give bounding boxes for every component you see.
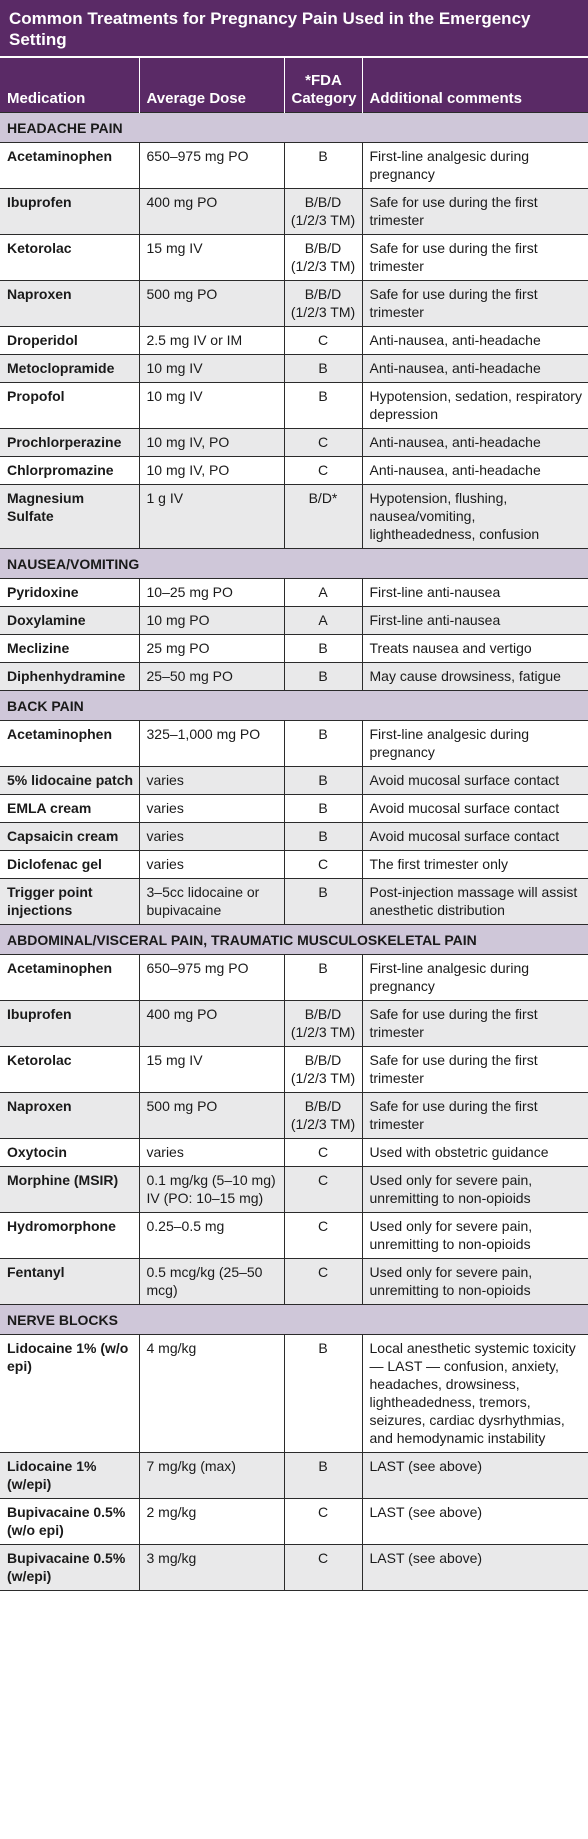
cell-comments: Used only for severe pain, unremitting to non-opioids — [362, 1166, 588, 1212]
cell-medication: Droperidol — [0, 326, 139, 354]
table-row — [0, 1544, 588, 1590]
cell-medication: Capsaicin cream — [0, 822, 139, 850]
cell-comments: First-line analgesic during pregnancy — [362, 142, 588, 188]
cell-medication: Pyridoxine — [0, 578, 139, 606]
cell-medication: EMLA cream — [0, 794, 139, 822]
cell-medication: Prochlorperazine — [0, 428, 139, 456]
table-row — [0, 326, 588, 354]
table-row — [0, 578, 588, 606]
cell-medication: 5% lidocaine patch — [0, 766, 139, 794]
cell-fda-category: C — [284, 456, 362, 484]
cell-average-dose: 25–50 mg PO — [139, 662, 284, 690]
cell-average-dose: 10 mg IV — [139, 354, 284, 382]
cell-fda-category: B — [284, 1334, 362, 1452]
cell-average-dose: 7 mg/kg (max) — [139, 1452, 284, 1498]
cell-medication: Ibuprofen — [0, 1000, 139, 1046]
cell-comments: LAST (see above) — [362, 1498, 588, 1544]
cell-comments: Hypotension, sedation, respiratory depression — [362, 382, 588, 428]
cell-fda-category: B — [284, 766, 362, 794]
cell-medication: Bupivacaine 0.5% (w/epi) — [0, 1544, 139, 1590]
cell-average-dose: 15 mg IV — [139, 234, 284, 280]
cell-average-dose: 500 mg PO — [139, 1092, 284, 1138]
cell-fda-category: B — [284, 634, 362, 662]
cell-average-dose: 2.5 mg IV or IM — [139, 326, 284, 354]
cell-average-dose: varies — [139, 850, 284, 878]
cell-medication: Fentanyl — [0, 1258, 139, 1304]
table-row — [0, 634, 588, 662]
cell-fda-category: C — [284, 1498, 362, 1544]
cell-average-dose: 500 mg PO — [139, 280, 284, 326]
header-fda-category: *FDA Category — [284, 58, 362, 112]
section-header-row — [0, 690, 588, 720]
cell-fda-category: C — [284, 1258, 362, 1304]
cell-fda-category: B/B/D (1/2/3 TM) — [284, 280, 362, 326]
table-row — [0, 1452, 588, 1498]
table-row — [0, 382, 588, 428]
cell-average-dose: 3 mg/kg — [139, 1544, 284, 1590]
table-row — [0, 1138, 588, 1166]
cell-medication: Ketorolac — [0, 1046, 139, 1092]
cell-fda-category: B/D* — [284, 484, 362, 548]
section-header-row — [0, 112, 588, 142]
cell-medication: Diphenhydramine — [0, 662, 139, 690]
table-header — [0, 58, 588, 112]
cell-comments: May cause drowsiness, fatigue — [362, 662, 588, 690]
cell-comments: First-line anti-nausea — [362, 578, 588, 606]
section-title: HEADACHE PAIN — [0, 112, 588, 142]
cell-medication: Trigger point injections — [0, 878, 139, 924]
cell-medication: Propofol — [0, 382, 139, 428]
table-row — [0, 1498, 588, 1544]
section-title: BACK PAIN — [0, 690, 588, 720]
treatments-table — [0, 58, 588, 1591]
table-row — [0, 188, 588, 234]
cell-comments: Anti-nausea, anti-headache — [362, 456, 588, 484]
cell-medication: Acetaminophen — [0, 142, 139, 188]
cell-fda-category: C — [284, 1166, 362, 1212]
cell-comments: First-line analgesic during pregnancy — [362, 954, 588, 1000]
cell-medication: Morphine (MSIR) — [0, 1166, 139, 1212]
cell-fda-category: B — [284, 662, 362, 690]
table-row — [0, 766, 588, 794]
cell-medication: Metoclopramide — [0, 354, 139, 382]
cell-medication: Meclizine — [0, 634, 139, 662]
cell-medication: Ketorolac — [0, 234, 139, 280]
cell-medication: Lidocaine 1% (w/o epi) — [0, 1334, 139, 1452]
cell-fda-category: A — [284, 606, 362, 634]
cell-medication: Naproxen — [0, 280, 139, 326]
cell-medication: Ibuprofen — [0, 188, 139, 234]
table-row — [0, 234, 588, 280]
cell-comments: Avoid mucosal surface contact — [362, 822, 588, 850]
cell-average-dose: varies — [139, 1138, 284, 1166]
cell-average-dose: 0.1 mg/kg (5–10 mg) IV (PO: 10–15 mg) — [139, 1166, 284, 1212]
cell-comments: LAST (see above) — [362, 1544, 588, 1590]
cell-comments: The first trimester only — [362, 850, 588, 878]
cell-fda-category: B/B/D (1/2/3 TM) — [284, 1046, 362, 1092]
cell-average-dose: 0.25–0.5 mg — [139, 1212, 284, 1258]
cell-fda-category: C — [284, 428, 362, 456]
cell-fda-category: B — [284, 720, 362, 766]
cell-comments: Safe for use during the first trimester — [362, 280, 588, 326]
cell-medication: Magnesium Sulfate — [0, 484, 139, 548]
table-title: Common Treatments for Pregnancy Pain Used in the Emergency Setting — [0, 0, 588, 58]
cell-average-dose: 15 mg IV — [139, 1046, 284, 1092]
table-row — [0, 954, 588, 1000]
cell-comments: Safe for use during the first trimester — [362, 234, 588, 280]
cell-fda-category: B/B/D (1/2/3 TM) — [284, 1092, 362, 1138]
cell-comments: Post-injection massage will assist anesthetic distribution — [362, 878, 588, 924]
cell-fda-category: B — [284, 822, 362, 850]
cell-comments: First-line anti-nausea — [362, 606, 588, 634]
cell-average-dose: 25 mg PO — [139, 634, 284, 662]
cell-comments: Safe for use during the first trimester — [362, 1046, 588, 1092]
table-row — [0, 1334, 588, 1452]
cell-fda-category: B — [284, 382, 362, 428]
cell-comments: Safe for use during the first trimester — [362, 188, 588, 234]
header-average-dose: Average Dose — [139, 58, 284, 112]
header-medication: Medication — [0, 58, 139, 112]
table-row — [0, 1092, 588, 1138]
cell-comments: Used with obstetric guidance — [362, 1138, 588, 1166]
cell-average-dose: 10 mg IV, PO — [139, 428, 284, 456]
cell-fda-category: A — [284, 578, 362, 606]
table-row — [0, 456, 588, 484]
cell-medication: Acetaminophen — [0, 720, 139, 766]
table-row — [0, 354, 588, 382]
section-title: ABDOMINAL/VISCERAL PAIN, TRAUMATIC MUSCULOSKELETAL PAIN — [0, 924, 588, 954]
table-row — [0, 1046, 588, 1092]
cell-medication: Chlorpromazine — [0, 456, 139, 484]
table-row — [0, 822, 588, 850]
cell-comments: Used only for severe pain, unremitting to non-opioids — [362, 1212, 588, 1258]
table-row — [0, 878, 588, 924]
cell-fda-category: B — [284, 954, 362, 1000]
cell-average-dose: varies — [139, 822, 284, 850]
table-row — [0, 606, 588, 634]
cell-fda-category: B — [284, 794, 362, 822]
cell-fda-category: C — [284, 1544, 362, 1590]
cell-average-dose: 0.5 mcg/kg (25–50 mcg) — [139, 1258, 284, 1304]
cell-fda-category: B — [284, 878, 362, 924]
cell-average-dose: 2 mg/kg — [139, 1498, 284, 1544]
table-row — [0, 850, 588, 878]
cell-fda-category: B — [284, 1452, 362, 1498]
cell-comments: Used only for severe pain, unremitting to non-opioids — [362, 1258, 588, 1304]
cell-medication: Bupivacaine 0.5% (w/o epi) — [0, 1498, 139, 1544]
cell-average-dose: 325–1,000 mg PO — [139, 720, 284, 766]
cell-medication: Doxylamine — [0, 606, 139, 634]
cell-average-dose: 10 mg IV, PO — [139, 456, 284, 484]
section-header-row — [0, 924, 588, 954]
cell-comments: LAST (see above) — [362, 1452, 588, 1498]
cell-average-dose: 4 mg/kg — [139, 1334, 284, 1452]
cell-comments: Safe for use during the first trimester — [362, 1000, 588, 1046]
cell-average-dose: 400 mg PO — [139, 1000, 284, 1046]
cell-fda-category: B/B/D (1/2/3 TM) — [284, 188, 362, 234]
section-header-row — [0, 548, 588, 578]
cell-average-dose: 10–25 mg PO — [139, 578, 284, 606]
cell-comments: Avoid mucosal surface contact — [362, 766, 588, 794]
table-body — [0, 112, 588, 1590]
cell-comments: Local anesthetic systemic toxicity — LAST — confusion, anxiety, headaches, drowsiness, lightheadedness, tremors, seizures, cardiac dysrhythmias, and hemodynamic instability — [362, 1334, 588, 1452]
cell-fda-category: B/B/D (1/2/3 TM) — [284, 234, 362, 280]
table-row — [0, 1258, 588, 1304]
table-row — [0, 1000, 588, 1046]
cell-fda-category: B — [284, 142, 362, 188]
cell-medication: Diclofenac gel — [0, 850, 139, 878]
table-row — [0, 662, 588, 690]
cell-comments: Safe for use during the first trimester — [362, 1092, 588, 1138]
cell-comments: Anti-nausea, anti-headache — [362, 326, 588, 354]
cell-average-dose: 1 g IV — [139, 484, 284, 548]
cell-average-dose: 650–975 mg PO — [139, 954, 284, 1000]
table-row — [0, 484, 588, 548]
table-row — [0, 1212, 588, 1258]
cell-fda-category: B — [284, 354, 362, 382]
section-title: NERVE BLOCKS — [0, 1304, 588, 1334]
cell-medication: Lidocaine 1% (w/epi) — [0, 1452, 139, 1498]
table-row — [0, 720, 588, 766]
table-row — [0, 794, 588, 822]
cell-average-dose: 650–975 mg PO — [139, 142, 284, 188]
table-row — [0, 1166, 588, 1212]
cell-comments: Hypotension, flushing, nausea/vomiting, lightheadedness, confusion — [362, 484, 588, 548]
cell-comments: Treats nausea and vertigo — [362, 634, 588, 662]
table-row — [0, 428, 588, 456]
cell-fda-category: C — [284, 1138, 362, 1166]
cell-medication: Oxytocin — [0, 1138, 139, 1166]
cell-average-dose: 400 mg PO — [139, 188, 284, 234]
cell-fda-category: C — [284, 1212, 362, 1258]
cell-fda-category: C — [284, 850, 362, 878]
section-title: NAUSEA/VOMITING — [0, 548, 588, 578]
cell-comments: First-line analgesic during pregnancy — [362, 720, 588, 766]
cell-medication: Acetaminophen — [0, 954, 139, 1000]
cell-fda-category: B/B/D (1/2/3 TM) — [284, 1000, 362, 1046]
cell-comments: Anti-nausea, anti-headache — [362, 428, 588, 456]
section-header-row — [0, 1304, 588, 1334]
cell-medication: Hydromorphone — [0, 1212, 139, 1258]
cell-comments: Avoid mucosal surface contact — [362, 794, 588, 822]
cell-average-dose: 10 mg PO — [139, 606, 284, 634]
cell-fda-category: C — [284, 326, 362, 354]
cell-average-dose: varies — [139, 794, 284, 822]
cell-medication: Naproxen — [0, 1092, 139, 1138]
table-row — [0, 280, 588, 326]
header-additional-comments: Additional comments — [362, 58, 588, 112]
cell-average-dose: varies — [139, 766, 284, 794]
cell-comments: Anti-nausea, anti-headache — [362, 354, 588, 382]
cell-average-dose: 3–5cc lidocaine or bupivacaine — [139, 878, 284, 924]
cell-average-dose: 10 mg IV — [139, 382, 284, 428]
table-row — [0, 142, 588, 188]
